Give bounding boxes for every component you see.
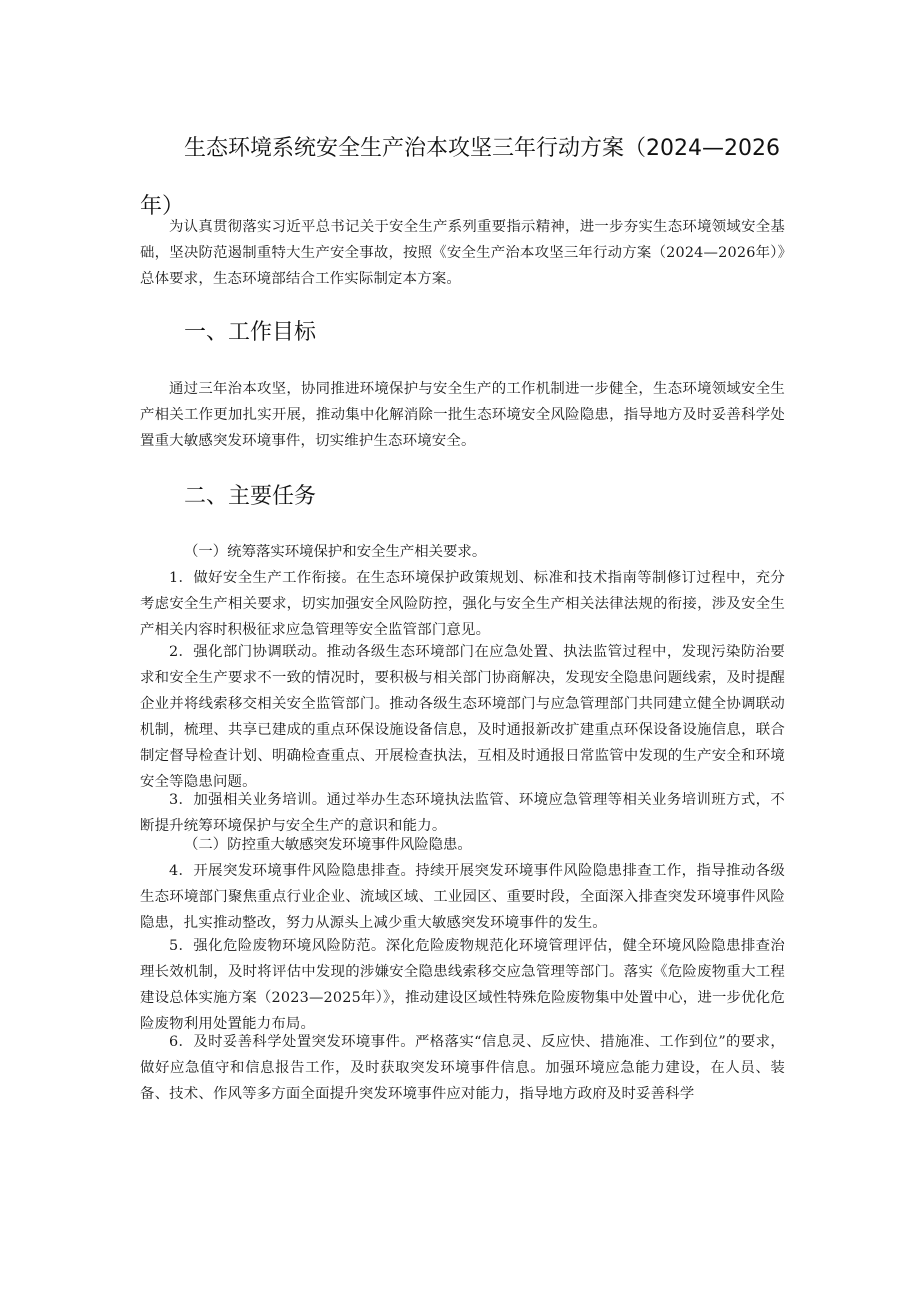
subsection-1-heading: （一）统筹落实环境保护和安全生产相关要求。: [184, 544, 487, 560]
section-2-heading: 二、主要任务: [184, 484, 317, 509]
task-item-3: 3．加强相关业务培训。通过举办生态环境执法监管、环境应急管理等相关业务培训班方式，不断提升统筹环境保护与安全生产的意识和能力。: [140, 792, 785, 834]
task-item-5: 5．强化危险废物环境风险防范。深化危险废物规范化环境管理评估，健全环境风险隐患排查治理长效机制，及时将评估中发现的涉嫌安全隐患线索移交应急管理等部门。落实《危险废物重大工程建设总体实施方案（2023—2025年）》，推动建设区域性特殊危险废物集中处置中心，进一步优化危险废物利用处置能力布局。: [140, 938, 785, 1032]
task-item-2: 2．强化部门协调联动。推动各级生态环境部门在应急处置、执法监管过程中，发现污染防治要求和安全生产要求不一致的情况时，要积极与相关部门协商解决，发现安全隐患问题线索，及时提醒企业并将线索移交相关安全监管部门。推动各级生态环境部门与应急管理部门共同建立健全协调联动机制，梳理、共享已建成的重点环保设施设备信息，及时通报新改扩建重点环保设备设施信息，联合制定督导检查计划、明确检查重点、开展检查执法，互相及时通报日常监管中发现的生产安全和环境安全等隐患问题。: [140, 644, 785, 790]
subsection-2-heading: （二）防控重大敏感突发环境事件风险隐患。: [184, 837, 472, 853]
document-title: 生态环境系统安全生产治本攻坚三年行动方案（2024—2026年）: [140, 136, 780, 219]
task-item-6: 6．及时妥善科学处置突发环境事件。严格落实“信息灵、反应快、措施准、工作到位”的要求，做好应急值守和信息报告工作，及时获取突发环境事件信息。加强环境应急能力建设，在人员、装备、技术、作风等多方面全面提升突发环境事件应对能力，指导地方政府及时妥善科学: [140, 1034, 785, 1102]
intro-paragraph: 为认真贯彻落实习近平总书记关于安全生产系列重要指示精神，进一步夯实生态环境领域安全基础，坚决防范遏制重特大生产安全事故，按照《安全生产治本攻坚三年行动方案（2024—2026年）》总体要求，生态环境部结合工作实际制定本方案。: [140, 219, 785, 287]
section-1-heading: 一、工作目标: [184, 320, 317, 345]
task-item-4: 4．开展突发环境事件风险隐患排查。持续开展突发环境事件风险隐患排查工作，指导推动各级生态环境部门聚焦重点行业企业、流域区域、工业园区、重要时段，全面深入排查突发环境事件风险隐患，扎实推动整改，努力从源头上减少重大敏感突发环境事件的发生。: [140, 863, 785, 931]
section-1-paragraph: 通过三年治本攻坚，协同推进环境保护与安全生产的工作机制进一步健全，生态环境领域安全生产相关工作更加扎实开展，推动集中化解消除一批生态环境安全风险隐患，指导地方及时妥善科学处置重大敏感突发环境事件，切实维护生态环境安全。: [140, 381, 785, 449]
task-item-1: 1．做好安全生产工作衔接。在生态环境保护政策规划、标准和技术指南等制修订过程中，充分考虑安全生产相关要求，切实加强安全风险防控，强化与安全生产相关法律法规的衔接，涉及安全生产相关内容时积极征求应急管理等安全监管部门意见。: [140, 570, 785, 638]
